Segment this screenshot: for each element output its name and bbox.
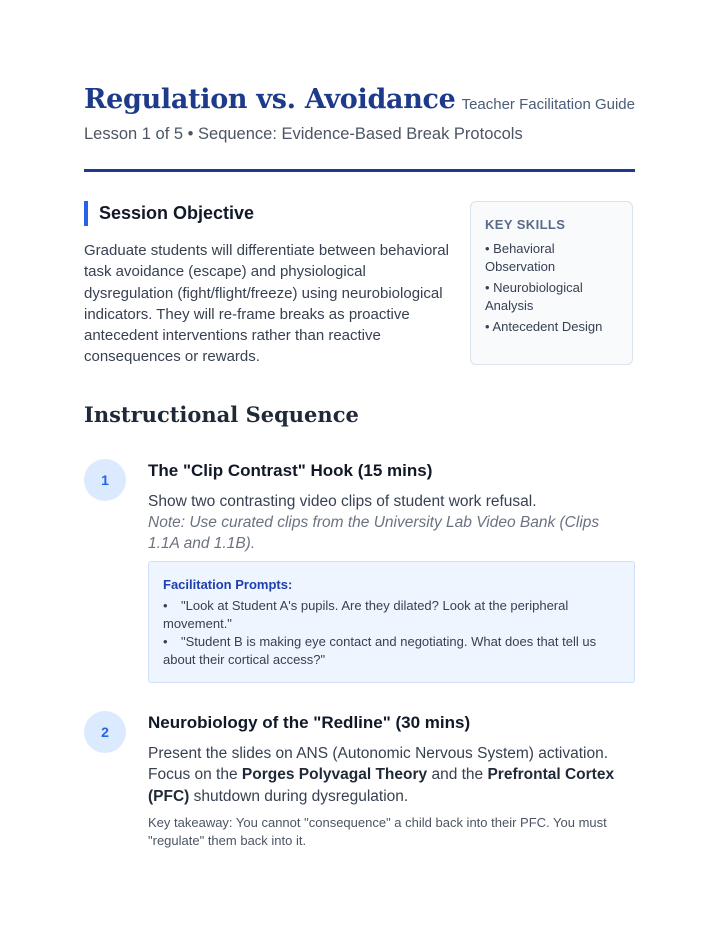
step-body bbox=[148, 743, 635, 807]
step-body-intro: Present the slides on ANS (Autonomic Nervous System) activation. Focus on the bbox=[148, 745, 609, 784]
step-body-emphasis: Porges Polyvagal Theory bbox=[241, 766, 428, 784]
step-number-badge: 2 bbox=[84, 711, 126, 753]
step-number-badge: 1 bbox=[84, 459, 126, 501]
guide-label: Teacher Facilitation Guide bbox=[461, 96, 635, 113]
prompt-text: "Student B is making eye contact and negotiating. What does that tell us about their cortical access?" bbox=[163, 634, 597, 667]
header-divider bbox=[84, 169, 635, 172]
objective-heading: Session Objective bbox=[84, 201, 254, 226]
prompt-text: "Look at Student A's pupils. Are they dilated? Look at the peripheral movement." bbox=[163, 598, 569, 631]
facilitation-prompts-list bbox=[163, 597, 620, 668]
facilitation-prompts-box bbox=[148, 561, 635, 683]
lesson-subtitle: Lesson 1 of 5 • Sequence: Evidence-Based Break Protocols bbox=[84, 125, 523, 143]
bullet-icon: • bbox=[163, 598, 168, 613]
key-skills-card bbox=[470, 201, 633, 365]
key-skill-item: • Neurobiological Analysis bbox=[485, 280, 583, 313]
key-skill-item: • Antecedent Design bbox=[485, 319, 603, 334]
sequence-heading: Instructional Sequence bbox=[84, 402, 359, 427]
document-title: Regulation vs. Avoidance bbox=[84, 84, 456, 115]
facilitation-prompts-title: Facilitation Prompts: bbox=[163, 577, 293, 592]
step-body: Show two contrasting video clips of student work refusal. bbox=[148, 493, 537, 510]
step-body-end: shutdown during dysregulation. bbox=[189, 787, 409, 805]
step-note: Note: Use curated clips from the University Lab Video Bank (Clips 1.1A and 1.1B). bbox=[148, 514, 600, 553]
step-title: The "Clip Contrast" Hook (15 mins) bbox=[148, 461, 433, 480]
key-skills-list bbox=[485, 240, 618, 336]
step-body-mid: and the bbox=[427, 766, 488, 784]
step-body-emphasis: Prefrontal Cortex (PFC) bbox=[148, 766, 615, 805]
step-title: Neurobiology of the "Redline" (30 mins) bbox=[148, 713, 471, 732]
bullet-icon: • bbox=[163, 634, 168, 649]
prompt-item bbox=[163, 633, 620, 668]
objective-text: Graduate students will differentiate between behavioral task avoidance (escape) and physiological dysregulation (fight/flight/freeze) using neurobiological indicators. They will re-frame breaks as proactive antecedent interventions rather than reactive consequences or rewards. bbox=[84, 242, 449, 366]
key-takeaway: Key takeaway: You cannot "consequence" a child back into their PFC. You must "regulate" them back into it. bbox=[148, 815, 607, 848]
prompt-item bbox=[163, 597, 620, 632]
key-skill-item: • Behavioral Observation bbox=[485, 241, 556, 274]
key-skills-title: KEY SKILLS bbox=[485, 217, 566, 232]
